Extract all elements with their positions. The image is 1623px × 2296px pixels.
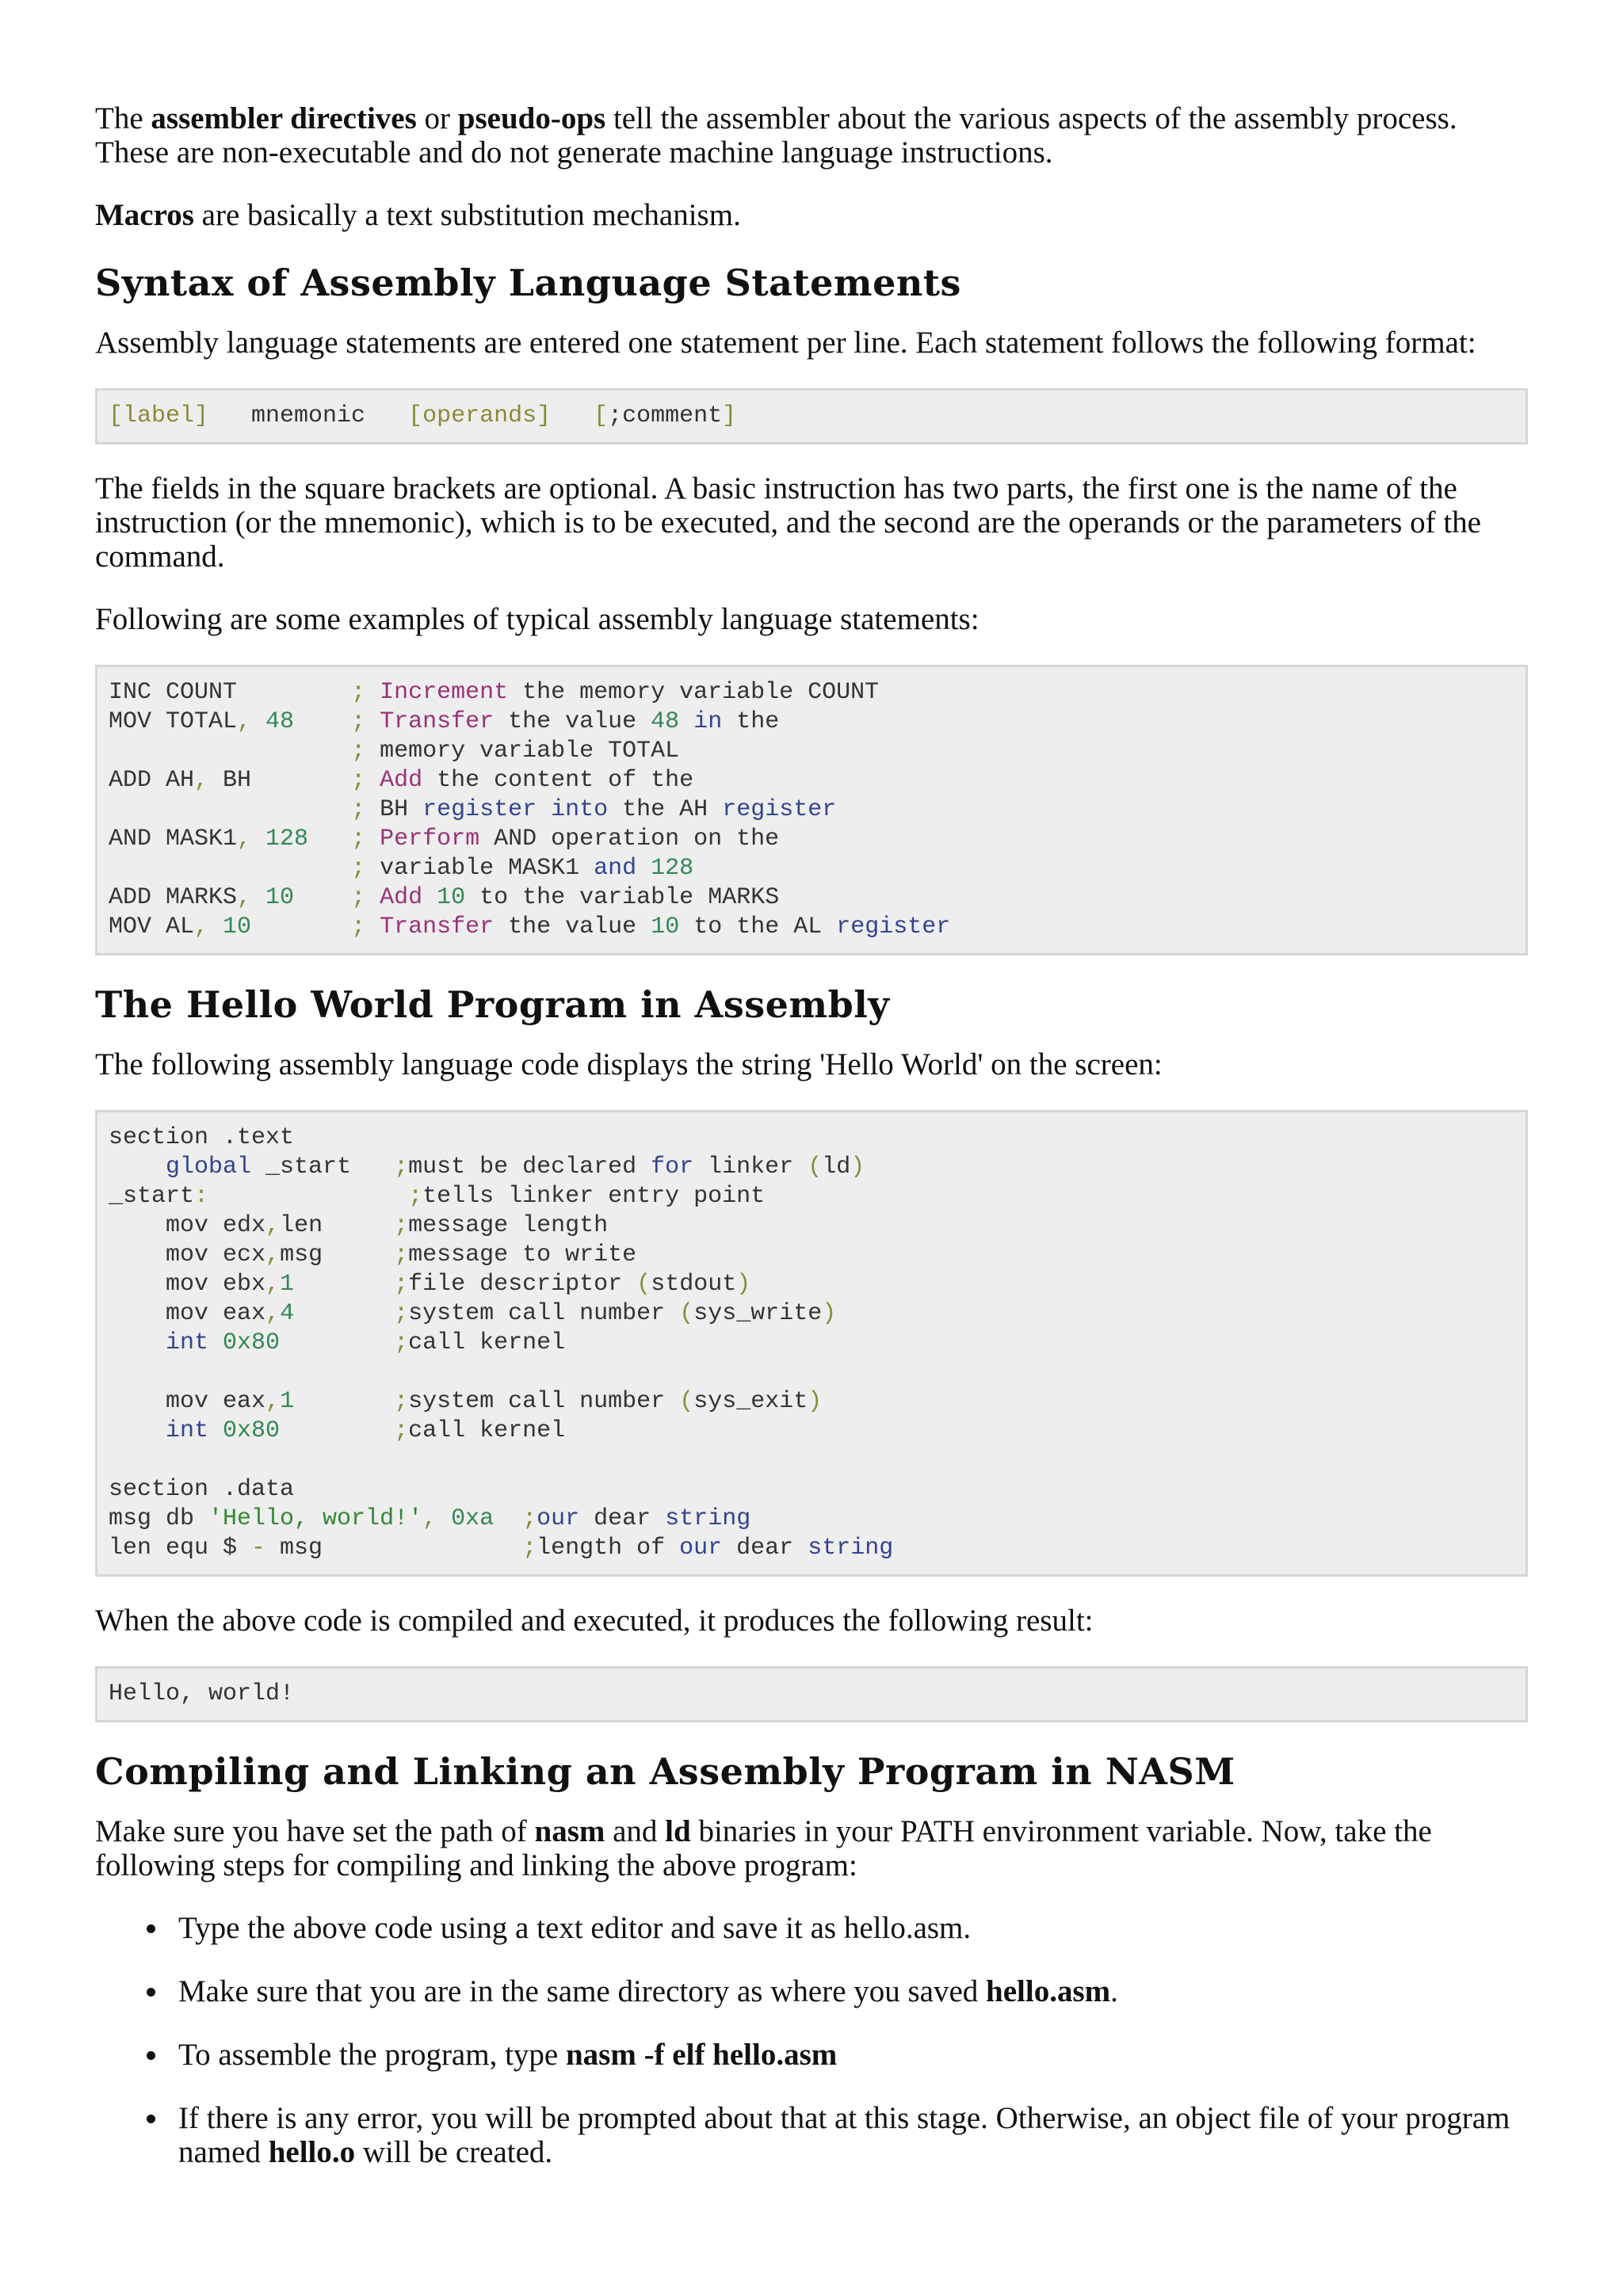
code-line xyxy=(109,795,1514,825)
format-bracket: [ xyxy=(594,402,609,429)
code-token: ; xyxy=(394,1388,409,1415)
list-item-text: If there is any error, you will be prompted about that at this stage. Otherwise, an object file of your program named xyxy=(178,2101,1510,2169)
list-item-bold: hello.o xyxy=(268,2135,356,2169)
code-token: ; xyxy=(351,884,380,911)
code-token: register xyxy=(722,796,837,823)
code-line xyxy=(109,1241,1514,1270)
code-token: sys_exit xyxy=(693,1388,808,1415)
code-token: mov edx xyxy=(109,1212,266,1239)
code-token: ; xyxy=(351,796,380,823)
code-token: ADD AH xyxy=(109,767,195,794)
compile-text: binaries in your PATH environment variable. Now, take the following steps for compiling and linking the above program: xyxy=(95,1814,1432,1882)
hello-paragraph-1: The following assembly language code displays the string 'Hello World' on the screen: xyxy=(95,1047,1163,1081)
code-token: section .text xyxy=(109,1124,295,1151)
code-line xyxy=(109,825,1514,854)
code-token: in xyxy=(693,708,723,735)
code-token: _start xyxy=(109,1183,195,1210)
code-token: , xyxy=(237,884,266,911)
heading-hello-world: The Hello World Program in Assembly xyxy=(95,983,890,1026)
code-token: message to write xyxy=(408,1241,637,1268)
code-token xyxy=(109,738,351,765)
macros-paragraph xyxy=(95,198,1528,232)
syntax-paragraph-2: The fields in the square brackets are optional. A basic instruction has two parts, the first one is the name of the instruction (or the mnemonic), which is to be executed, and the second are the operands or the parameters of the command. xyxy=(95,471,1481,574)
term-assembler-directives: assembler directives xyxy=(151,101,417,135)
heading-syntax: Syntax of Assembly Language Statements xyxy=(95,261,961,304)
code-line xyxy=(109,1270,1514,1299)
code-token: BH xyxy=(223,767,352,794)
list-item-text: Type the above code using a text editor and save it as hello.asm. xyxy=(178,1911,972,1945)
code-token xyxy=(109,1154,166,1180)
code-token: int xyxy=(166,1417,209,1444)
code-token: system call number xyxy=(408,1388,680,1415)
code-token: 0x80 xyxy=(223,1417,281,1444)
code-token: variable MASK1 xyxy=(380,855,594,882)
code-token: ( xyxy=(679,1300,694,1327)
hello-paragraph-2: When the above code is compiled and executed, it produces the following result: xyxy=(95,1604,1094,1638)
term-ld: ld xyxy=(665,1814,691,1848)
code-line xyxy=(109,1505,1514,1534)
code-token: : xyxy=(194,1183,209,1210)
code-line xyxy=(109,1182,1514,1211)
code-token: , xyxy=(237,708,266,735)
code-token: 48 xyxy=(651,708,680,735)
code-token: 48 xyxy=(265,708,295,735)
code-token: to the variable MARKS xyxy=(465,884,780,911)
code-token: ( xyxy=(808,1154,823,1180)
code-line xyxy=(109,707,1514,737)
code-token xyxy=(422,884,437,911)
code-token xyxy=(280,1417,394,1444)
term-macros: Macros xyxy=(95,198,194,232)
code-token: len equ $ xyxy=(109,1535,252,1562)
code-token: our xyxy=(679,1535,723,1562)
code-token: register xyxy=(422,796,537,823)
code-token: section .data xyxy=(109,1476,295,1503)
code-line xyxy=(109,1358,1514,1387)
code-token: to the AL xyxy=(679,913,837,940)
code-token: 0xa xyxy=(451,1505,495,1532)
code-line xyxy=(109,678,1514,707)
code-token: sys_write xyxy=(693,1300,823,1327)
code-token: the AH xyxy=(608,796,723,823)
output-code-block xyxy=(95,1666,1528,1722)
code-token xyxy=(109,1359,123,1386)
code-token: length of xyxy=(537,1535,680,1562)
code-token: linker xyxy=(693,1154,808,1180)
code-token: global xyxy=(166,1154,252,1180)
code-token: 10 xyxy=(223,913,252,940)
code-token: BH xyxy=(380,796,423,823)
format-code-block xyxy=(95,388,1528,444)
code-token: ; xyxy=(351,679,380,706)
code-token: ) xyxy=(736,1271,751,1298)
code-token: Transfer xyxy=(380,913,495,940)
code-token: ; xyxy=(522,1505,537,1532)
code-token: , xyxy=(194,767,223,794)
heading-compiling: Compiling and Linking an Assembly Program in NASM xyxy=(95,1750,1235,1793)
syntax-paragraph-3: Following are some examples of typical assembly language statements: xyxy=(95,602,980,636)
code-token: ) xyxy=(850,1154,865,1180)
code-token: must be declared xyxy=(408,1154,651,1180)
code-token: ; xyxy=(351,826,380,852)
code-token: register xyxy=(836,913,951,940)
code-token: int xyxy=(166,1329,209,1356)
format-bracket: ] xyxy=(722,402,737,429)
code-token: the value xyxy=(494,708,651,735)
format-operands: [operands] xyxy=(408,402,552,429)
code-line xyxy=(109,1329,1514,1358)
code-token xyxy=(636,855,651,882)
code-token: ; xyxy=(351,708,380,735)
code-token: ADD MARKS xyxy=(109,884,238,911)
steps-list xyxy=(95,1911,1528,2169)
code-token: , xyxy=(194,913,223,940)
code-token: 1 xyxy=(280,1388,295,1415)
code-token: call kernel xyxy=(408,1417,566,1444)
code-line xyxy=(109,1446,1514,1475)
code-token: mov ebx xyxy=(109,1271,266,1298)
code-token: Transfer xyxy=(380,708,495,735)
code-line xyxy=(109,1299,1514,1329)
code-token xyxy=(294,1300,394,1327)
code-token: ; xyxy=(394,1212,409,1239)
code-line xyxy=(109,913,1514,942)
code-line xyxy=(109,1534,1514,1563)
code-token: our xyxy=(537,1505,580,1532)
code-token: ; xyxy=(351,913,380,940)
code-token: tells linker entry point xyxy=(422,1183,766,1210)
format-mnemonic: mnemonic xyxy=(208,402,409,429)
code-token: ; xyxy=(394,1417,409,1444)
code-token: 1 xyxy=(280,1271,295,1298)
code-token: stdout xyxy=(651,1271,737,1298)
intro-paragraph xyxy=(95,101,1528,170)
code-token: dear xyxy=(722,1535,808,1562)
code-line xyxy=(109,1417,1514,1446)
code-line xyxy=(109,1153,1514,1182)
code-token: ) xyxy=(808,1388,823,1415)
code-token: dear xyxy=(579,1505,666,1532)
code-token: 128 xyxy=(651,855,694,882)
term-pseudo-ops: pseudo-ops xyxy=(457,101,606,135)
code-token: msg xyxy=(280,1241,395,1268)
list-item-text: . xyxy=(1110,1974,1118,2008)
code-line xyxy=(109,1211,1514,1241)
code-token: mov eax xyxy=(109,1300,266,1327)
code-token: AND MASK1 xyxy=(109,826,238,852)
code-token: , xyxy=(237,826,266,852)
term-nasm: nasm xyxy=(534,1814,605,1848)
code-token: ) xyxy=(822,1300,837,1327)
code-token: ; xyxy=(394,1300,409,1327)
code-token: 'Hello, world!' xyxy=(208,1505,423,1532)
code-token xyxy=(208,1417,223,1444)
code-token xyxy=(679,708,693,735)
code-token: file descriptor xyxy=(408,1271,637,1298)
code-token: 128 xyxy=(265,826,309,852)
code-token: the content of the xyxy=(422,767,694,794)
code-token: , xyxy=(265,1212,281,1239)
code-line xyxy=(109,737,1514,766)
code-token xyxy=(109,1417,166,1444)
list-item-bold: nasm -f elf hello.asm xyxy=(565,2038,838,2072)
examples-code-block xyxy=(95,665,1528,955)
code-token: , xyxy=(265,1300,281,1327)
code-line xyxy=(109,766,1514,795)
code-token: 10 xyxy=(265,884,295,911)
code-token xyxy=(109,1447,123,1474)
code-token: string xyxy=(665,1505,751,1532)
code-token: 10 xyxy=(437,884,466,911)
compile-text: Make sure you have set the path of xyxy=(95,1814,535,1848)
code-token: , xyxy=(265,1241,281,1268)
code-token: memory variable TOTAL xyxy=(380,738,680,765)
code-token: mov eax xyxy=(109,1388,266,1415)
code-token: , xyxy=(422,1505,452,1532)
code-token: string xyxy=(808,1535,894,1562)
code-token xyxy=(208,1183,408,1210)
code-token: 4 xyxy=(280,1300,295,1327)
code-token: mov ecx xyxy=(109,1241,266,1268)
list-item xyxy=(178,2101,1528,2169)
code-token xyxy=(537,796,551,823)
syntax-paragraph-1: Assembly language statements are entered one statement per line. Each statement follows the following format: xyxy=(95,326,1476,360)
code-token: ( xyxy=(679,1388,694,1415)
intro-text: or xyxy=(416,101,458,135)
code-token: msg db xyxy=(109,1505,209,1532)
code-token: system call number xyxy=(408,1300,680,1327)
code-token: MOV AL xyxy=(109,913,195,940)
list-item xyxy=(178,2038,1528,2072)
code-token xyxy=(109,1329,166,1356)
code-token: 0x80 xyxy=(223,1329,281,1356)
code-token: call kernel xyxy=(408,1329,566,1356)
code-token: , xyxy=(265,1388,281,1415)
bullet-icon xyxy=(147,2115,155,2123)
code-token: _start xyxy=(251,1154,395,1180)
bullet-icon xyxy=(147,2051,155,2060)
macros-text: are basically a text substitution mechanism. xyxy=(193,198,741,232)
code-line xyxy=(109,1387,1514,1417)
code-line xyxy=(109,883,1514,913)
hello-world-code-block xyxy=(95,1110,1528,1577)
code-token xyxy=(208,1329,223,1356)
code-token xyxy=(294,884,351,911)
code-token: ; xyxy=(351,738,380,765)
list-item-text: To assemble the program, type xyxy=(178,2038,566,2072)
code-token: , xyxy=(265,1271,281,1298)
code-token xyxy=(494,1505,522,1532)
code-token: into xyxy=(551,796,609,823)
code-token xyxy=(109,796,351,823)
code-token: Increment xyxy=(380,679,509,706)
code-token: ; xyxy=(351,767,380,794)
list-item xyxy=(178,1911,1528,1945)
code-token: Perform xyxy=(380,826,480,852)
compile-text: and xyxy=(605,1814,666,1848)
bullet-icon xyxy=(147,1988,155,1997)
code-token: the memory variable COUNT xyxy=(508,679,880,706)
format-label: [label] xyxy=(109,402,209,429)
code-token: ; xyxy=(351,855,380,882)
bullet-icon xyxy=(147,1924,155,1933)
code-token: the value xyxy=(494,913,651,940)
intro-text: tell the assembler about the various aspects of the assembly process. These are non-executable and do not generate machine language instructions. xyxy=(95,101,1457,170)
code-token: ld xyxy=(822,1154,851,1180)
compile-paragraph xyxy=(95,1814,1528,1882)
code-token: and xyxy=(594,855,637,882)
code-token: Add xyxy=(380,767,423,794)
format-space xyxy=(551,402,594,429)
intro-text: The xyxy=(95,101,151,135)
code-token: ; xyxy=(394,1241,409,1268)
code-line xyxy=(109,1475,1514,1505)
code-token: 10 xyxy=(651,913,680,940)
list-item xyxy=(178,1974,1528,2008)
program-output: Hello, world! xyxy=(109,1680,295,1707)
code-token: ; xyxy=(408,1183,423,1210)
code-token xyxy=(294,1388,394,1415)
code-line xyxy=(109,854,1514,883)
code-token xyxy=(308,826,351,852)
code-token: ; xyxy=(394,1271,409,1298)
code-token: INC COUNT xyxy=(109,679,352,706)
code-token: ( xyxy=(636,1271,651,1298)
code-token xyxy=(109,855,351,882)
code-token: AND operation on the xyxy=(479,826,780,852)
list-item-text: will be created. xyxy=(355,2135,553,2169)
code-token: the xyxy=(722,708,780,735)
code-token: len xyxy=(280,1212,395,1239)
code-token: - xyxy=(251,1535,266,1562)
code-line xyxy=(109,1123,1514,1153)
code-token: for xyxy=(651,1154,694,1180)
list-item-text: Make sure that you are in the same directory as where you saved xyxy=(178,1974,987,2008)
code-token xyxy=(294,708,351,735)
code-token: ; xyxy=(522,1535,537,1562)
format-comment: ;comment xyxy=(608,402,723,429)
code-token: ; xyxy=(394,1154,409,1180)
code-token: msg xyxy=(265,1535,523,1562)
code-token: MOV TOTAL xyxy=(109,708,238,735)
list-item-bold: hello.asm xyxy=(986,1974,1111,2008)
code-token xyxy=(294,1271,394,1298)
code-token: message length xyxy=(408,1212,609,1239)
code-token: ; xyxy=(394,1329,409,1356)
code-token xyxy=(251,913,351,940)
code-token xyxy=(280,1329,394,1356)
code-token: Add xyxy=(380,884,423,911)
